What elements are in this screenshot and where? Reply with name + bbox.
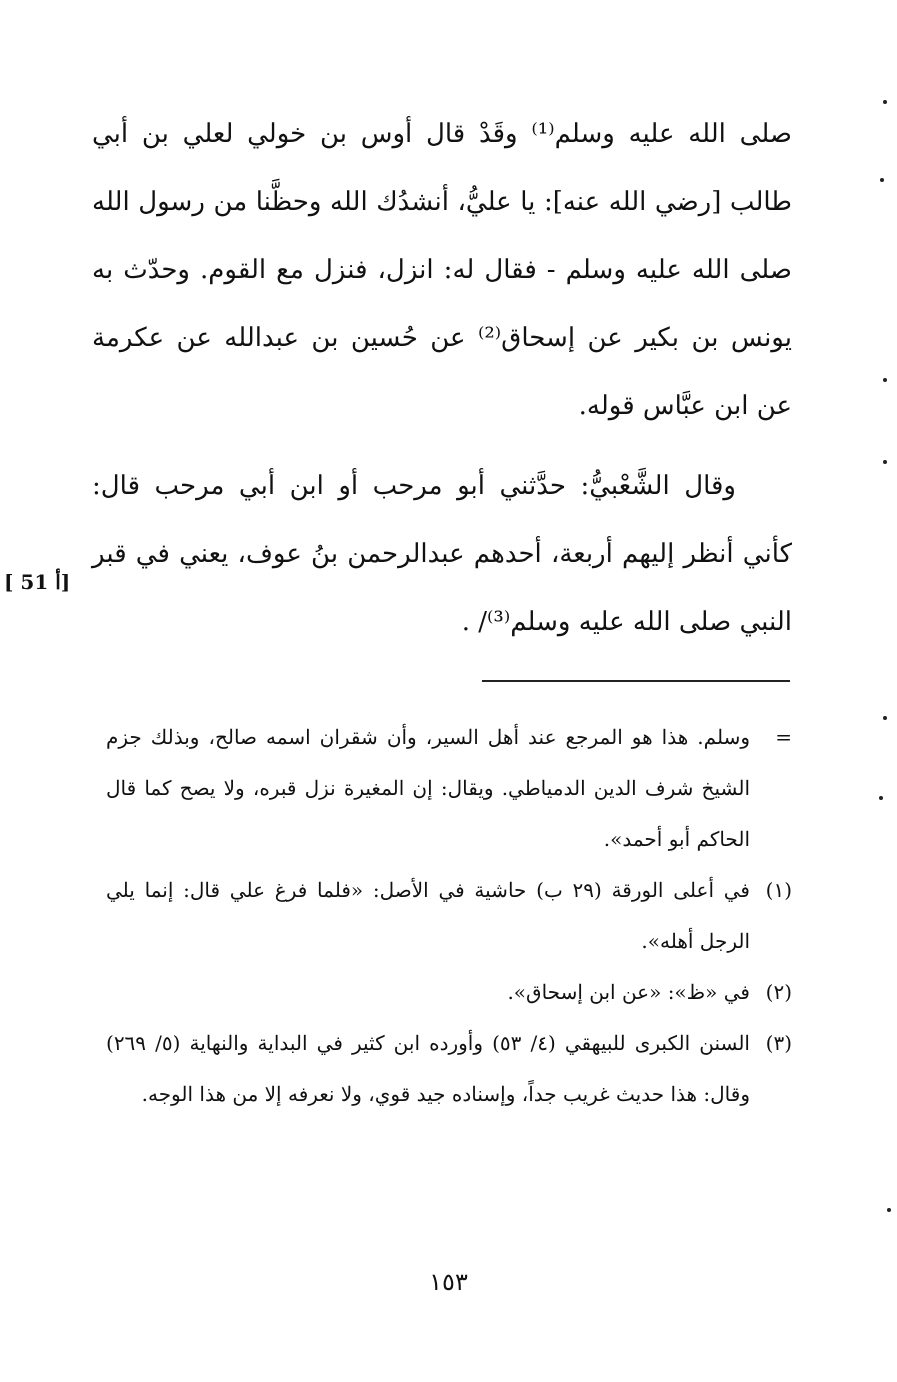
scan-speck	[879, 796, 883, 800]
scan-speck	[883, 716, 887, 720]
scan-speck	[880, 178, 884, 182]
scan-speck	[883, 460, 887, 464]
footnote-text: في أعلى الورقة (٢٩ ب) حاشية في الأصل: «فلما فرغ علي قال: إنما يلي الرجل أهله».	[106, 878, 750, 953]
scan-speck	[883, 100, 887, 104]
footnote-number: (٣)	[765, 1031, 792, 1055]
footnote-separator	[482, 680, 790, 682]
footnote-text: في «ظ»: «عن ابن إسحاق».	[507, 980, 750, 1004]
continuation-mark: =	[775, 725, 792, 749]
footnote-continuation-text: وسلم. هذا هو المرجع عند أهل السير، وأن شقران اسمه صالح، وبذلك جزم الشيخ شرف الدين الدمياطي. ويقال: إن المغيرة نزل قبره، ولا يصح كما قال الحاكم أبو أحمد».	[106, 725, 750, 851]
footnote-number: (١)	[765, 878, 792, 902]
margin-folio-marker: [ 51 أ]	[4, 570, 71, 594]
scan-speck	[883, 378, 887, 382]
page-number: ١٥٣	[429, 1268, 468, 1296]
paragraph-2: وقال الشَّعْبيُّ: حدَّثني أبو مرحب أو ابن أبي مرحب قال: كأني أنظر إليهم أربعة، أحدهم عبدالرحمن بنُ عوف، يعني في قبر النبي صلى الله عليه وسلم⁽³⁾/ .	[92, 471, 792, 637]
footnote-2	[106, 967, 792, 1018]
footnote-continuation	[106, 712, 792, 865]
footnote-text: السنن الكبرى للبيهقي (٤/ ٥٣) وأورده ابن كثير في البداية والنهاية (٥/ ٢٦٩) وقال: هذا حديث غريب جداً، وإسناده جيد قوي، ولا نعرفه إلا من هذا الوجه.	[106, 1031, 750, 1106]
footnote-1	[106, 865, 792, 967]
footnotes	[106, 712, 792, 1120]
main-text	[92, 100, 792, 656]
paragraph-1: صلى الله عليه وسلم⁽¹⁾ وقَدْ قال أوس بن خولي لعلي بن أبي طالب [رضي الله عنه]: يا عليُّ، أنشدُك الله وحظَّنا من رسول الله صلى الله عليه وسلم - فقال له: انزل، فنزل مع القوم. وحدّث به يونس بن بكير عن إسحاق⁽²⁾ عن حُسين بن عبدالله عن عكرمة عن ابن عبَّاس قوله.	[92, 119, 793, 421]
footnote-3	[106, 1018, 792, 1120]
footnote-number: (٢)	[765, 980, 792, 1004]
scan-speck	[887, 1208, 891, 1212]
